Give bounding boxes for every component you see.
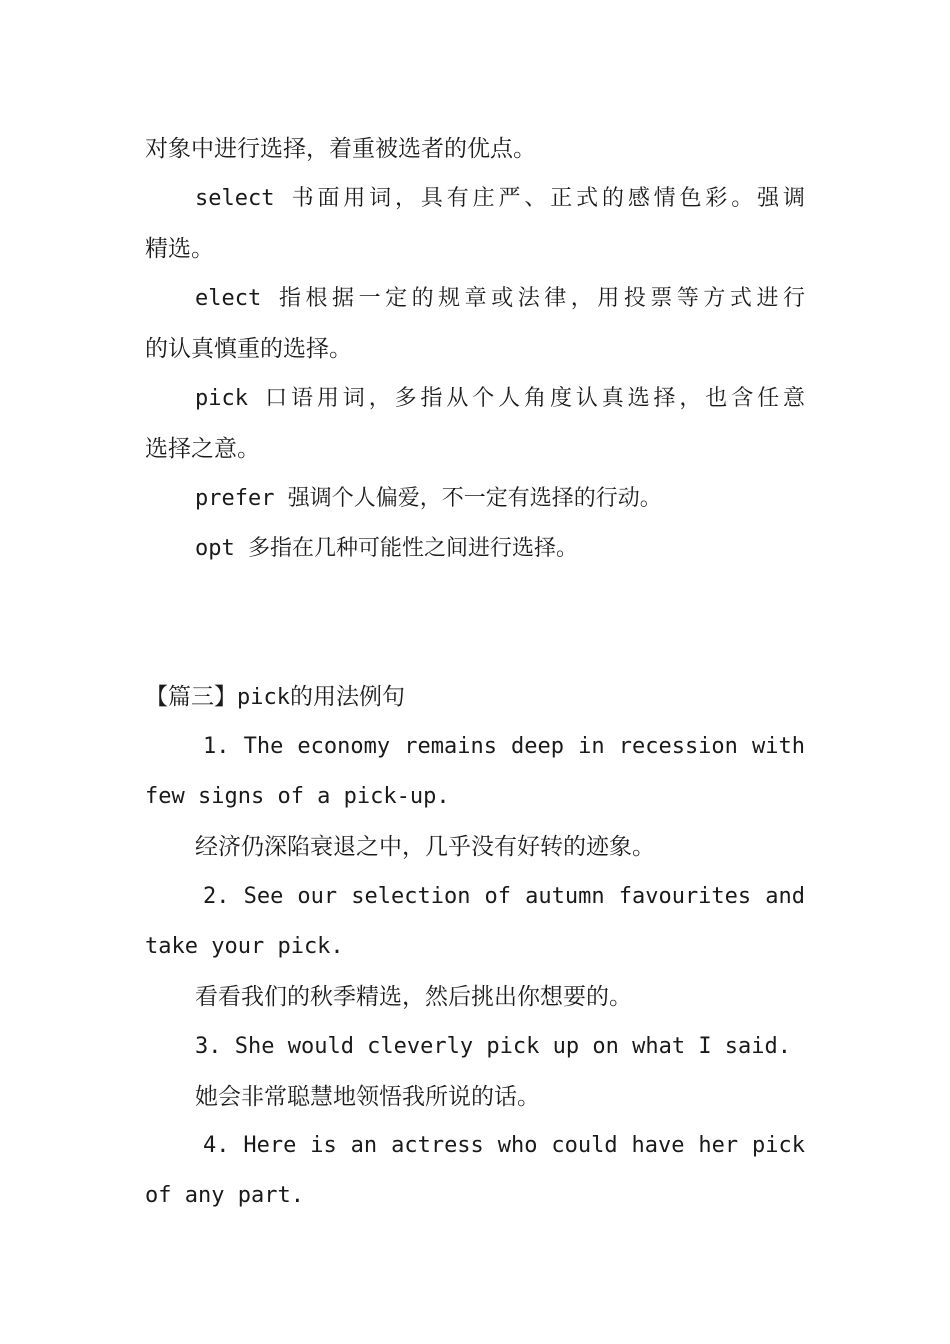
prefer-definition-line: prefer 强调个人偏爱，不一定有选择的行动。 — [195, 486, 662, 511]
heading-prefix: 【篇三】 — [145, 684, 237, 710]
example-sentence: of any part. — [145, 1183, 304, 1208]
paragraph-line: 对象中进行选择，着重被选者的优点。 — [145, 136, 536, 162]
heading-suffix: 的用法例句 — [289, 684, 405, 710]
pick-definition-line: pick 口语用词，多指从个人角度认真选择，也含任意 — [195, 386, 805, 411]
section-heading — [145, 682, 405, 713]
select-definition-line: 精选。 — [145, 236, 214, 262]
example-translation: 看看我们的秋季精选，然后挑出你想要的。 — [195, 984, 632, 1010]
example-sentence: 2. See our selection of autumn favourites and — [203, 884, 805, 909]
select-definition-line: select 书面用词，具有庄严、正式的感情色彩。强调 — [195, 186, 805, 211]
example-sentence: 3. She would cleverly pick up on what I said. — [195, 1034, 792, 1059]
opt-definition-line: opt 多指在几种可能性之间进行选择。 — [195, 536, 578, 561]
elect-definition-line: 的认真慎重的选择。 — [145, 336, 352, 362]
example-sentence: 4. Here is an actress who could have her pick — [203, 1133, 805, 1158]
heading-word: pick — [237, 685, 290, 710]
example-translation: 经济仍深陷衰退之中，几乎没有好转的迹象。 — [195, 834, 655, 860]
example-sentence: take your pick. — [145, 934, 344, 959]
example-translation: 她会非常聪慧地领悟我所说的话。 — [195, 1084, 540, 1110]
example-sentence: 1. The economy remains deep in recession with — [203, 734, 805, 759]
pick-definition-line: 选择之意。 — [145, 436, 260, 462]
example-sentence: few signs of a pick-up. — [145, 784, 450, 809]
elect-definition-line: elect 指根据一定的规章或法律，用投票等方式进行 — [195, 286, 805, 311]
